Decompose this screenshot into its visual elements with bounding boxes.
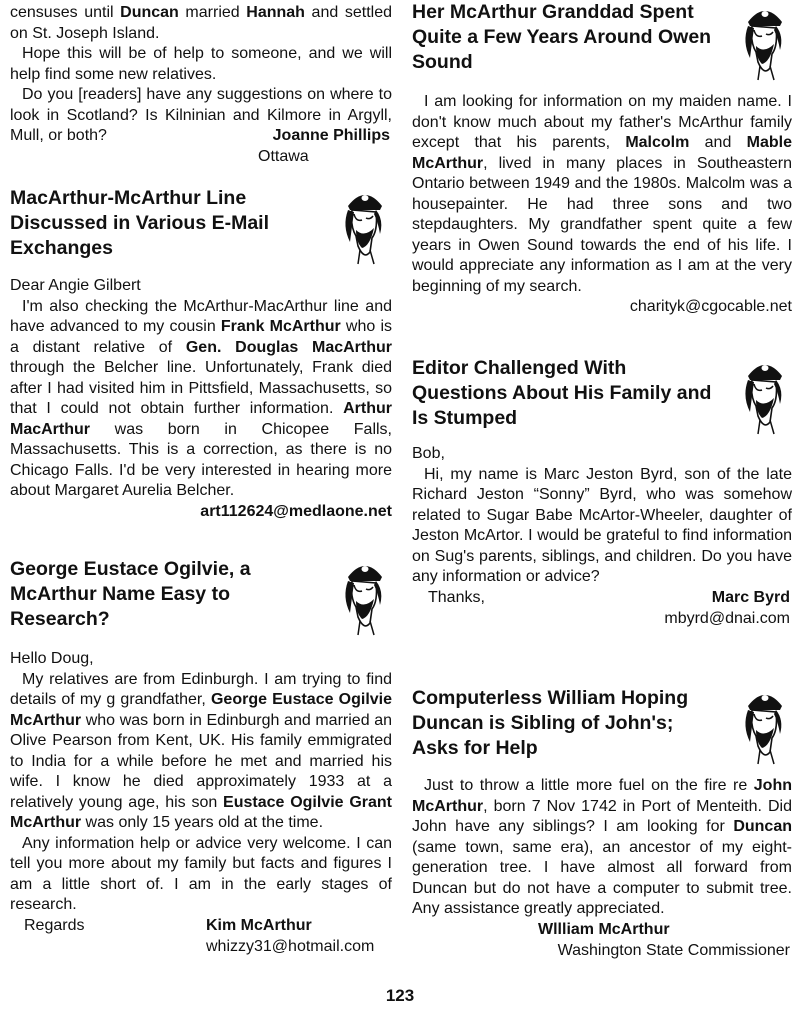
email-address: mbyrd@dnai.com bbox=[664, 609, 790, 627]
article-body: Just to throw a little more fuel on the fire re John McArthur, born 7 Nov 1742 in Port of Menteith. Did John have any siblings? I am looking for Duncan (same town, same era), an ancestor of my eight-generation tree. I have almost all forward from Duncan but do not have a computer to submit tree. Any assistance greatly appreciated. bbox=[412, 777, 792, 917]
article-title: George Eustace Ogilvie, a McArthur Name Easy to Research? bbox=[10, 558, 251, 630]
clan-head-icon bbox=[340, 557, 390, 637]
intro-paragraph-2: Hope this will be of help to someone, and we will help find some new relatives. bbox=[10, 45, 392, 83]
article-william bbox=[412, 686, 792, 962]
clan-head-icon bbox=[740, 686, 790, 766]
intro-paragraph-3: Do you [readers] have any suggestions on where to look in Scotland? Is Kilninian and Kilmore in Argyll, Mull, or both? bbox=[10, 86, 392, 144]
article-title: Computerless William Hoping Duncan is Sibling of John's; Asks for Help bbox=[412, 687, 689, 759]
article-body-2: Any information help or advice very welcome. I can tell you more about my family but facts and figures I am a little short of. I am in the early stages of research. bbox=[10, 834, 392, 913]
author-name: Wllliam McArthur bbox=[538, 920, 670, 938]
closing: Thanks, bbox=[428, 588, 485, 606]
email-address: art112624@medlaone.net bbox=[200, 502, 392, 520]
greeting: Dear Angie Gilbert bbox=[10, 277, 141, 294]
article-body: My relatives are from Edinburgh. I am trying to find details of my g grandfather, George Eustace Ogilvie McArthur who was born in Edinburgh and married an Olive Pearson from Kent, UK. His family emmigrated to India for a while before he met and married his wife. I know he died approximately 1933 at a relatively young age, his son Eustace Ogilvie Grant McArthur was only 15 years old at the time. bbox=[10, 670, 393, 831]
article-body: I'm also checking the McArthur-MacArthur line and have advanced to my cousin Frank McArthur who is a distant relative of Gen. Douglas MacArthur through the Belcher line. Unfortunately, Frank died after I had visited him in Pittsfield, Massachusetts, so that I could not obtain further information. Arthur MacArthur was born in Chicopee Falls, Massachusetts. This is a correction, as there is no Chicago Falls. I'd be very interested in hearing more about Margaret Aurelia Belcher. bbox=[10, 297, 393, 499]
clan-head-icon bbox=[740, 2, 790, 82]
closing: Regards bbox=[24, 916, 85, 934]
article-title: Editor Challenged With Questions About His Family and Is Stumped bbox=[412, 357, 712, 429]
intro-section bbox=[10, 3, 392, 168]
greeting: Bob, bbox=[412, 445, 445, 462]
article-title: MacArthur-McArthur Line Discussed in Various E-Mail Exchanges bbox=[10, 187, 270, 259]
author-affiliation: Washington State Commissioner bbox=[557, 941, 790, 959]
page-number: 123 bbox=[385, 986, 415, 1005]
author-name: Joanne Phillips bbox=[272, 126, 390, 144]
article-editor bbox=[412, 356, 792, 630]
article-granddad bbox=[412, 0, 792, 318]
author-location: Ottawa bbox=[258, 147, 309, 165]
intro-paragraph-1: censuses until Duncan married Hannah and settled on St. Joseph Island. bbox=[10, 4, 392, 42]
author-name: Marc Byrd bbox=[711, 588, 790, 606]
email-address: whizzy31@hotmail.com bbox=[206, 937, 375, 955]
clan-head-icon bbox=[340, 186, 390, 266]
author-name: Kim McArthur bbox=[206, 916, 312, 934]
article-macarthur-line bbox=[10, 186, 392, 522]
article-ogilvie bbox=[10, 557, 392, 958]
article-title: Her McArthur Granddad Spent Quite a Few Years Around Owen Sound bbox=[412, 1, 712, 73]
article-body: Hi, my name is Marc Jeston Byrd, son of the late Richard Jeston “Sonny” Byrd, who was somehow related to Sugar Babe McArtor-Wheeler, daughter of Jeston McArtor. I would be grateful to find information on Sug's parents, siblings, and children. Do you have any information or advice? bbox=[412, 465, 792, 585]
clan-head-icon bbox=[740, 356, 790, 436]
greeting: Hello Doug, bbox=[10, 650, 94, 667]
article-body: I am looking for information on my maiden name. I don't know much about my father's McArthur family except that his parents, Malcolm and Mable McArthur, lived in many places in Southeastern Ontario between 1949 and the 1980s. Malcolm was a housepainter. He had three sons and two stepdaughters. My grandfather spent quite a few years in Owen Sound towards the end of his life. I would appreciate any information as I am at the very beginning of my search. bbox=[412, 93, 792, 295]
email-address: charityk@cgocable.net bbox=[629, 298, 792, 315]
